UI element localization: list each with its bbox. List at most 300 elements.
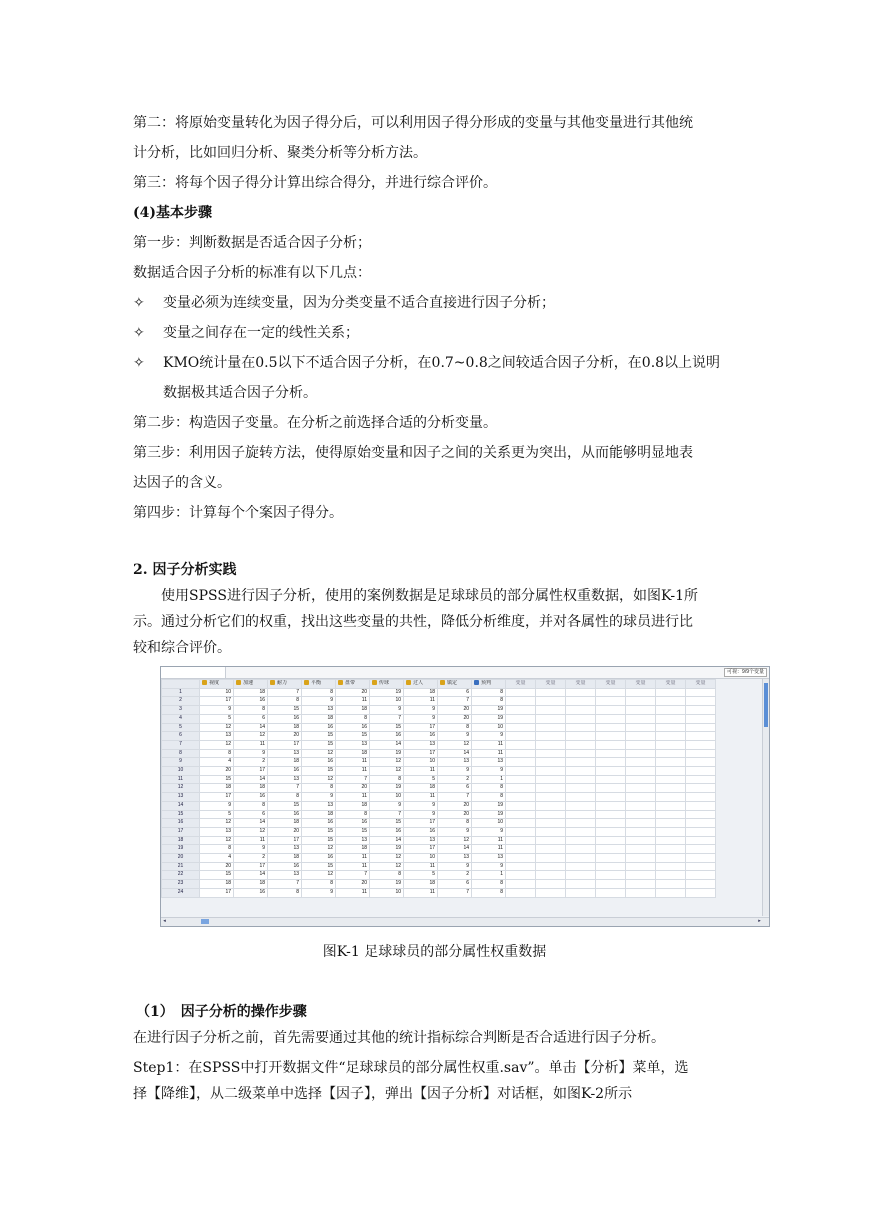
empty-cell[interactable] xyxy=(686,697,716,706)
data-cell[interactable]: 16 xyxy=(268,862,302,871)
data-cell[interactable]: 10 xyxy=(370,888,404,897)
empty-cell[interactable] xyxy=(536,862,566,871)
data-cell[interactable]: 10 xyxy=(370,697,404,706)
data-cell[interactable]: 11 xyxy=(336,697,370,706)
data-cell[interactable]: 6 xyxy=(234,810,268,819)
data-cell[interactable]: 13 xyxy=(200,827,234,836)
data-cell[interactable]: 8 xyxy=(472,888,506,897)
data-cell[interactable]: 8 xyxy=(268,793,302,802)
empty-cell[interactable] xyxy=(566,740,596,749)
empty-cell[interactable] xyxy=(506,888,536,897)
empty-cell[interactable] xyxy=(656,706,686,715)
empty-variable-header[interactable]: 变量 xyxy=(566,680,596,689)
data-cell[interactable]: 5 xyxy=(404,775,438,784)
empty-cell[interactable] xyxy=(596,819,626,828)
empty-variable-header[interactable]: 变量 xyxy=(626,680,656,689)
empty-cell[interactable] xyxy=(656,758,686,767)
empty-cell[interactable] xyxy=(566,827,596,836)
data-cell[interactable]: 8 xyxy=(234,706,268,715)
empty-cell[interactable] xyxy=(626,749,656,758)
empty-cell[interactable] xyxy=(656,714,686,723)
empty-cell[interactable] xyxy=(566,880,596,889)
empty-cell[interactable] xyxy=(686,723,716,732)
empty-cell[interactable] xyxy=(536,845,566,854)
empty-cell[interactable] xyxy=(536,801,566,810)
data-cell[interactable]: 8 xyxy=(268,888,302,897)
empty-cell[interactable] xyxy=(566,706,596,715)
empty-variable-header[interactable]: 变量 xyxy=(686,680,716,689)
empty-cell[interactable] xyxy=(506,775,536,784)
data-cell[interactable]: 2 xyxy=(234,758,268,767)
data-cell[interactable]: 14 xyxy=(234,819,268,828)
empty-cell[interactable] xyxy=(536,819,566,828)
data-cell[interactable]: 11 xyxy=(472,845,506,854)
row-number[interactable]: 24 xyxy=(162,888,200,897)
data-cell[interactable]: 13 xyxy=(302,801,336,810)
data-cell[interactable]: 13 xyxy=(268,871,302,880)
row-number[interactable]: 14 xyxy=(162,801,200,810)
data-cell[interactable]: 12 xyxy=(302,775,336,784)
data-cell[interactable]: 12 xyxy=(302,749,336,758)
data-cell[interactable]: 9 xyxy=(404,801,438,810)
data-cell[interactable]: 16 xyxy=(268,714,302,723)
data-cell[interactable]: 12 xyxy=(302,871,336,880)
data-cell[interactable]: 10 xyxy=(200,688,234,697)
row-number[interactable]: 22 xyxy=(162,871,200,880)
empty-cell[interactable] xyxy=(536,758,566,767)
data-cell[interactable]: 8 xyxy=(472,793,506,802)
data-cell[interactable]: 1 xyxy=(472,871,506,880)
data-cell[interactable]: 8 xyxy=(302,688,336,697)
column-header[interactable]: 预判 xyxy=(472,680,506,689)
empty-cell[interactable] xyxy=(656,888,686,897)
empty-cell[interactable] xyxy=(626,688,656,697)
data-cell[interactable]: 7 xyxy=(438,793,472,802)
data-cell[interactable]: 14 xyxy=(370,836,404,845)
data-cell[interactable]: 13 xyxy=(404,836,438,845)
empty-cell[interactable] xyxy=(596,749,626,758)
empty-cell[interactable] xyxy=(626,740,656,749)
data-cell[interactable]: 8 xyxy=(472,880,506,889)
empty-cell[interactable] xyxy=(686,758,716,767)
empty-cell[interactable] xyxy=(536,810,566,819)
empty-cell[interactable] xyxy=(536,714,566,723)
empty-cell[interactable] xyxy=(566,862,596,871)
empty-cell[interactable] xyxy=(626,714,656,723)
empty-cell[interactable] xyxy=(506,845,536,854)
empty-cell[interactable] xyxy=(506,784,536,793)
row-number[interactable]: 15 xyxy=(162,810,200,819)
scroll-thumb[interactable] xyxy=(201,919,209,924)
data-cell[interactable]: 19 xyxy=(472,801,506,810)
data-cell[interactable]: 9 xyxy=(438,767,472,776)
data-cell[interactable]: 20 xyxy=(268,732,302,741)
data-cell[interactable]: 19 xyxy=(370,845,404,854)
data-cell[interactable]: 11 xyxy=(234,836,268,845)
data-cell[interactable]: 10 xyxy=(404,854,438,863)
empty-cell[interactable] xyxy=(596,836,626,845)
empty-cell[interactable] xyxy=(626,801,656,810)
empty-cell[interactable] xyxy=(506,854,536,863)
row-number[interactable]: 10 xyxy=(162,767,200,776)
data-cell[interactable]: 11 xyxy=(336,862,370,871)
empty-cell[interactable] xyxy=(596,862,626,871)
data-cell[interactable]: 8 xyxy=(302,880,336,889)
data-cell[interactable]: 19 xyxy=(472,810,506,819)
data-cell[interactable]: 9 xyxy=(472,827,506,836)
data-cell[interactable]: 20 xyxy=(200,767,234,776)
empty-cell[interactable] xyxy=(506,810,536,819)
data-cell[interactable]: 7 xyxy=(336,775,370,784)
empty-cell[interactable] xyxy=(656,827,686,836)
data-cell[interactable]: 16 xyxy=(268,810,302,819)
empty-cell[interactable] xyxy=(506,714,536,723)
empty-cell[interactable] xyxy=(566,749,596,758)
data-cell[interactable]: 11 xyxy=(404,862,438,871)
empty-cell[interactable] xyxy=(626,871,656,880)
empty-cell[interactable] xyxy=(686,836,716,845)
data-cell[interactable]: 15 xyxy=(302,740,336,749)
empty-cell[interactable] xyxy=(566,793,596,802)
column-header[interactable]: 视度 xyxy=(200,680,234,689)
empty-cell[interactable] xyxy=(566,854,596,863)
row-number[interactable]: 3 xyxy=(162,706,200,715)
row-number[interactable]: 5 xyxy=(162,723,200,732)
scroll-right-icon[interactable]: ▸ xyxy=(758,918,761,924)
data-cell[interactable]: 9 xyxy=(404,714,438,723)
data-cell[interactable]: 11 xyxy=(336,854,370,863)
data-cell[interactable]: 9 xyxy=(404,810,438,819)
empty-cell[interactable] xyxy=(656,749,686,758)
empty-cell[interactable] xyxy=(686,714,716,723)
data-cell[interactable]: 12 xyxy=(200,836,234,845)
data-cell[interactable]: 9 xyxy=(200,801,234,810)
empty-cell[interactable] xyxy=(566,784,596,793)
empty-cell[interactable] xyxy=(536,871,566,880)
empty-cell[interactable] xyxy=(536,723,566,732)
data-cell[interactable]: 17 xyxy=(268,740,302,749)
data-cell[interactable]: 9 xyxy=(472,732,506,741)
column-header[interactable]: 平衡 xyxy=(302,680,336,689)
data-cell[interactable]: 8 xyxy=(302,784,336,793)
data-cell[interactable]: 12 xyxy=(370,862,404,871)
data-cell[interactable]: 7 xyxy=(438,888,472,897)
row-number[interactable]: 7 xyxy=(162,740,200,749)
empty-cell[interactable] xyxy=(596,845,626,854)
data-cell[interactable]: 19 xyxy=(370,688,404,697)
horizontal-scrollbar[interactable] xyxy=(161,917,769,926)
empty-cell[interactable] xyxy=(686,880,716,889)
data-cell[interactable]: 4 xyxy=(200,758,234,767)
data-cell[interactable]: 15 xyxy=(302,836,336,845)
empty-cell[interactable] xyxy=(686,862,716,871)
empty-cell[interactable] xyxy=(536,827,566,836)
empty-cell[interactable] xyxy=(656,854,686,863)
data-cell[interactable]: 12 xyxy=(200,740,234,749)
data-cell[interactable]: 14 xyxy=(234,775,268,784)
empty-cell[interactable] xyxy=(506,871,536,880)
data-cell[interactable]: 14 xyxy=(234,723,268,732)
data-cell[interactable]: 16 xyxy=(302,819,336,828)
data-cell[interactable]: 19 xyxy=(472,714,506,723)
data-cell[interactable]: 18 xyxy=(336,749,370,758)
data-cell[interactable]: 9 xyxy=(438,827,472,836)
data-cell[interactable]: 11 xyxy=(336,758,370,767)
empty-cell[interactable] xyxy=(566,819,596,828)
row-number[interactable]: 19 xyxy=(162,845,200,854)
data-cell[interactable]: 16 xyxy=(302,758,336,767)
data-cell[interactable]: 7 xyxy=(336,871,370,880)
data-cell[interactable]: 8 xyxy=(472,688,506,697)
empty-variable-header[interactable]: 变量 xyxy=(506,680,536,689)
data-cell[interactable]: 19 xyxy=(370,749,404,758)
data-cell[interactable]: 10 xyxy=(370,793,404,802)
data-cell[interactable]: 9 xyxy=(438,862,472,871)
empty-cell[interactable] xyxy=(626,888,656,897)
data-cell[interactable]: 16 xyxy=(370,827,404,836)
data-cell[interactable]: 5 xyxy=(200,714,234,723)
empty-cell[interactable] xyxy=(686,871,716,880)
empty-cell[interactable] xyxy=(686,793,716,802)
data-cell[interactable]: 8 xyxy=(234,801,268,810)
data-cell[interactable]: 13 xyxy=(200,732,234,741)
empty-cell[interactable] xyxy=(596,827,626,836)
data-cell[interactable]: 8 xyxy=(438,723,472,732)
empty-cell[interactable] xyxy=(626,827,656,836)
data-cell[interactable]: 9 xyxy=(302,888,336,897)
empty-cell[interactable] xyxy=(686,784,716,793)
empty-cell[interactable] xyxy=(536,880,566,889)
empty-cell[interactable] xyxy=(536,888,566,897)
data-cell[interactable]: 12 xyxy=(438,740,472,749)
data-cell[interactable]: 8 xyxy=(200,845,234,854)
data-cell[interactable]: 14 xyxy=(438,749,472,758)
empty-cell[interactable] xyxy=(656,845,686,854)
empty-cell[interactable] xyxy=(686,732,716,741)
data-cell[interactable]: 13 xyxy=(438,854,472,863)
data-cell[interactable]: 1 xyxy=(472,775,506,784)
data-cell[interactable]: 17 xyxy=(200,793,234,802)
empty-cell[interactable] xyxy=(686,767,716,776)
empty-cell[interactable] xyxy=(566,767,596,776)
data-cell[interactable]: 8 xyxy=(472,784,506,793)
empty-cell[interactable] xyxy=(686,740,716,749)
empty-cell[interactable] xyxy=(656,767,686,776)
data-cell[interactable]: 20 xyxy=(438,714,472,723)
data-cell[interactable]: 20 xyxy=(438,810,472,819)
empty-cell[interactable] xyxy=(566,836,596,845)
row-number[interactable]: 6 xyxy=(162,732,200,741)
data-cell[interactable]: 5 xyxy=(404,871,438,880)
empty-cell[interactable] xyxy=(536,749,566,758)
column-header[interactable]: 耐力 xyxy=(268,680,302,689)
empty-cell[interactable] xyxy=(596,801,626,810)
empty-cell[interactable] xyxy=(506,836,536,845)
empty-cell[interactable] xyxy=(656,784,686,793)
data-cell[interactable]: 12 xyxy=(370,758,404,767)
empty-cell[interactable] xyxy=(656,862,686,871)
data-cell[interactable]: 12 xyxy=(234,827,268,836)
data-cell[interactable]: 15 xyxy=(302,862,336,871)
data-cell[interactable]: 7 xyxy=(370,714,404,723)
row-number[interactable]: 23 xyxy=(162,880,200,889)
empty-cell[interactable] xyxy=(596,723,626,732)
empty-cell[interactable] xyxy=(686,819,716,828)
empty-cell[interactable] xyxy=(626,810,656,819)
data-cell[interactable]: 9 xyxy=(200,706,234,715)
column-header[interactable]: 过人 xyxy=(404,680,438,689)
data-cell[interactable]: 18 xyxy=(234,880,268,889)
data-cell[interactable]: 9 xyxy=(302,793,336,802)
empty-cell[interactable] xyxy=(686,775,716,784)
column-header[interactable]: 加速 xyxy=(234,680,268,689)
empty-cell[interactable] xyxy=(656,740,686,749)
row-number[interactable]: 12 xyxy=(162,784,200,793)
data-cell[interactable]: 9 xyxy=(472,767,506,776)
data-cell[interactable]: 20 xyxy=(336,784,370,793)
data-cell[interactable]: 16 xyxy=(404,827,438,836)
empty-cell[interactable] xyxy=(596,714,626,723)
empty-cell[interactable] xyxy=(626,767,656,776)
data-cell[interactable]: 17 xyxy=(404,749,438,758)
empty-cell[interactable] xyxy=(596,688,626,697)
data-cell[interactable]: 13 xyxy=(268,775,302,784)
empty-cell[interactable] xyxy=(596,793,626,802)
data-cell[interactable]: 16 xyxy=(336,723,370,732)
row-number[interactable]: 20 xyxy=(162,854,200,863)
empty-variable-header[interactable]: 变量 xyxy=(596,680,626,689)
empty-cell[interactable] xyxy=(626,706,656,715)
data-cell[interactable]: 17 xyxy=(404,845,438,854)
data-cell[interactable]: 11 xyxy=(336,767,370,776)
row-number[interactable]: 16 xyxy=(162,819,200,828)
row-number[interactable]: 4 xyxy=(162,714,200,723)
data-cell[interactable]: 18 xyxy=(268,723,302,732)
data-cell[interactable]: 11 xyxy=(404,697,438,706)
empty-cell[interactable] xyxy=(566,732,596,741)
empty-cell[interactable] xyxy=(536,688,566,697)
data-cell[interactable]: 11 xyxy=(404,793,438,802)
empty-cell[interactable] xyxy=(536,697,566,706)
data-cell[interactable]: 16 xyxy=(302,854,336,863)
row-number[interactable]: 11 xyxy=(162,775,200,784)
data-cell[interactable]: 20 xyxy=(200,862,234,871)
empty-cell[interactable] xyxy=(566,714,596,723)
empty-cell[interactable] xyxy=(566,697,596,706)
empty-cell[interactable] xyxy=(506,697,536,706)
scroll-left-icon[interactable]: ◂ xyxy=(163,918,166,924)
data-cell[interactable]: 11 xyxy=(404,888,438,897)
data-cell[interactable]: 18 xyxy=(336,845,370,854)
cell-reference-box[interactable] xyxy=(161,667,226,678)
data-cell[interactable]: 6 xyxy=(438,784,472,793)
grid-corner[interactable] xyxy=(162,680,200,689)
data-cell[interactable]: 18 xyxy=(268,758,302,767)
data-cell[interactable]: 9 xyxy=(234,845,268,854)
data-cell[interactable]: 16 xyxy=(302,723,336,732)
empty-cell[interactable] xyxy=(566,888,596,897)
empty-cell[interactable] xyxy=(626,775,656,784)
column-header[interactable]: 盘带 xyxy=(336,680,370,689)
empty-cell[interactable] xyxy=(536,740,566,749)
empty-cell[interactable] xyxy=(596,732,626,741)
data-cell[interactable]: 12 xyxy=(200,723,234,732)
data-cell[interactable]: 6 xyxy=(234,714,268,723)
data-cell[interactable]: 8 xyxy=(370,775,404,784)
data-cell[interactable]: 19 xyxy=(370,784,404,793)
data-cell[interactable]: 7 xyxy=(268,880,302,889)
empty-cell[interactable] xyxy=(656,819,686,828)
empty-cell[interactable] xyxy=(656,810,686,819)
row-number[interactable]: 1 xyxy=(162,688,200,697)
empty-cell[interactable] xyxy=(506,732,536,741)
data-cell[interactable]: 18 xyxy=(268,854,302,863)
data-cell[interactable]: 5 xyxy=(200,810,234,819)
empty-cell[interactable] xyxy=(536,793,566,802)
empty-cell[interactable] xyxy=(656,732,686,741)
data-cell[interactable]: 18 xyxy=(404,688,438,697)
empty-cell[interactable] xyxy=(566,758,596,767)
empty-cell[interactable] xyxy=(506,862,536,871)
data-cell[interactable]: 12 xyxy=(370,854,404,863)
scroll-thumb[interactable] xyxy=(764,683,768,727)
empty-cell[interactable] xyxy=(596,784,626,793)
data-cell[interactable]: 17 xyxy=(234,767,268,776)
empty-cell[interactable] xyxy=(626,845,656,854)
empty-cell[interactable] xyxy=(506,827,536,836)
data-cell[interactable]: 20 xyxy=(438,706,472,715)
empty-variable-header[interactable]: 变量 xyxy=(536,680,566,689)
data-cell[interactable]: 15 xyxy=(302,827,336,836)
data-cell[interactable]: 13 xyxy=(302,706,336,715)
row-number[interactable]: 13 xyxy=(162,793,200,802)
data-cell[interactable]: 13 xyxy=(472,854,506,863)
data-cell[interactable]: 8 xyxy=(472,697,506,706)
data-cell[interactable]: 13 xyxy=(336,740,370,749)
data-cell[interactable]: 15 xyxy=(370,819,404,828)
data-cell[interactable]: 17 xyxy=(404,723,438,732)
empty-cell[interactable] xyxy=(626,819,656,828)
empty-cell[interactable] xyxy=(686,801,716,810)
empty-cell[interactable] xyxy=(596,758,626,767)
data-cell[interactable]: 17 xyxy=(200,888,234,897)
data-cell[interactable]: 8 xyxy=(200,749,234,758)
data-cell[interactable]: 14 xyxy=(370,740,404,749)
data-cell[interactable]: 15 xyxy=(336,732,370,741)
empty-cell[interactable] xyxy=(656,836,686,845)
empty-cell[interactable] xyxy=(656,871,686,880)
data-cell[interactable]: 8 xyxy=(336,714,370,723)
empty-cell[interactable] xyxy=(536,836,566,845)
column-header[interactable]: 传球 xyxy=(370,680,404,689)
data-cell[interactable]: 16 xyxy=(234,793,268,802)
empty-cell[interactable] xyxy=(596,775,626,784)
data-cell[interactable]: 16 xyxy=(234,697,268,706)
data-cell[interactable]: 12 xyxy=(370,767,404,776)
empty-cell[interactable] xyxy=(686,854,716,863)
data-cell[interactable]: 20 xyxy=(268,827,302,836)
data-cell[interactable]: 14 xyxy=(234,871,268,880)
empty-cell[interactable] xyxy=(536,767,566,776)
data-cell[interactable]: 18 xyxy=(302,714,336,723)
data-cell[interactable]: 18 xyxy=(234,784,268,793)
data-cell[interactable]: 15 xyxy=(302,767,336,776)
data-cell[interactable]: 9 xyxy=(370,801,404,810)
empty-cell[interactable] xyxy=(506,706,536,715)
data-cell[interactable]: 11 xyxy=(336,888,370,897)
empty-cell[interactable] xyxy=(656,793,686,802)
column-header[interactable]: 镇定 xyxy=(438,680,472,689)
